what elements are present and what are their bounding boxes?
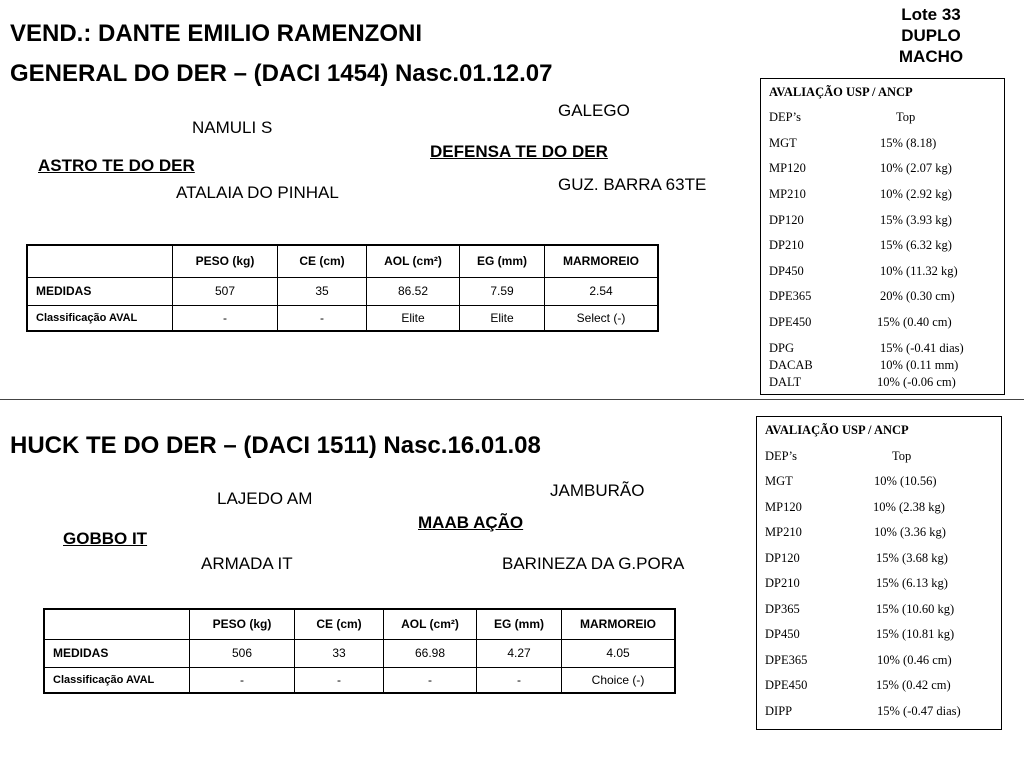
dep-header-key: DEP’s bbox=[769, 110, 801, 124]
animal1-sire-dam: ATALAIA DO PINHAL bbox=[176, 183, 339, 202]
dep-value: 10% (2.07 kg) bbox=[880, 161, 952, 175]
animal1-title: GENERAL DO DER – (DACI 1454) Nasc.01.12.07 bbox=[10, 60, 553, 87]
dep-key: DACAB bbox=[769, 358, 813, 372]
dep-key: DPE450 bbox=[765, 678, 808, 692]
dep-value: 15% (10.60 kg) bbox=[876, 602, 955, 616]
dep-header-key: DEP’s bbox=[765, 449, 797, 463]
dep-header-value: Top bbox=[892, 449, 912, 463]
table-row bbox=[27, 305, 658, 331]
dep-key: DALT bbox=[769, 375, 802, 389]
dep-key: DP365 bbox=[765, 602, 800, 616]
animal1-dam-sire: GALEGO bbox=[558, 101, 630, 120]
header-eg: EG (mm) bbox=[460, 245, 545, 277]
dep-header-value: Top bbox=[896, 110, 916, 124]
animal2-sire-sire: LAJEDO AM bbox=[217, 489, 313, 508]
cell-value: Choice (-) bbox=[562, 667, 676, 693]
cell-value: Select (-) bbox=[545, 305, 659, 331]
dep-value: 15% (-0.47 dias) bbox=[877, 704, 961, 718]
dep-value: 10% (10.56) bbox=[874, 474, 937, 488]
dep-key: MP210 bbox=[769, 187, 806, 201]
vendor-title: VEND.: DANTE EMILIO RAMENZONI bbox=[10, 20, 422, 47]
dep-key: DP210 bbox=[765, 576, 800, 590]
dep-value: 10% (11.32 kg) bbox=[880, 264, 958, 278]
header-eg: EG (mm) bbox=[477, 609, 562, 639]
dep-value: 10% (2.92 kg) bbox=[880, 187, 952, 201]
animal1-dam-dam: GUZ. BARRA 63TE bbox=[558, 175, 707, 194]
table-row bbox=[44, 667, 675, 693]
header-peso: PESO (kg) bbox=[173, 245, 278, 277]
animal2-measures-table bbox=[43, 608, 676, 694]
dep-key: DPG bbox=[769, 341, 795, 355]
animal2-dam-sire: JAMBURÃO bbox=[550, 481, 645, 500]
cell-value: 4.05 bbox=[562, 639, 676, 667]
dep-key: MP120 bbox=[765, 500, 802, 514]
dep-value: 15% (3.93 kg) bbox=[880, 213, 952, 227]
cell-value: 66.98 bbox=[384, 639, 477, 667]
dep-key: DIPP bbox=[765, 704, 793, 718]
header-peso: PESO (kg) bbox=[190, 609, 295, 639]
lote-label bbox=[876, 4, 986, 67]
dep-key: DPE365 bbox=[765, 653, 808, 667]
animal1-sire-sire: NAMULI S bbox=[192, 118, 273, 137]
table-row bbox=[27, 277, 658, 305]
dep-value: 10% (-0.06 cm) bbox=[877, 375, 956, 389]
table-row bbox=[44, 639, 675, 667]
animal2-sire-dam: ARMADA IT bbox=[201, 554, 293, 573]
dep-value: 10% (0.46 cm) bbox=[877, 653, 952, 667]
dep-key: DP210 bbox=[769, 238, 804, 252]
animal1-measures-table bbox=[26, 244, 659, 332]
cell-value: - bbox=[278, 305, 367, 331]
animal1-dep-box bbox=[760, 78, 1005, 395]
header-aol: AOL (cm²) bbox=[384, 609, 477, 639]
dep-value: 15% (8.18) bbox=[880, 136, 937, 150]
cell-value: Elite bbox=[367, 305, 460, 331]
cell-value: 33 bbox=[295, 639, 384, 667]
dep-key: DPE450 bbox=[769, 315, 812, 329]
dep-key: MGT bbox=[769, 136, 797, 150]
cell-value: 506 bbox=[190, 639, 295, 667]
dep-key: DP120 bbox=[765, 551, 800, 565]
dep-value: 15% (0.40 cm) bbox=[877, 315, 952, 329]
cell-value: - bbox=[190, 667, 295, 693]
row-label: Classificação AVAL bbox=[27, 305, 173, 331]
animal2-dam-dam: BARINEZA DA G.PORA bbox=[502, 554, 685, 573]
dep-value: 15% (-0.41 dias) bbox=[880, 341, 964, 355]
dep-title: AVALIAÇÃO USP / ANCP bbox=[769, 85, 913, 99]
dep-key: MP210 bbox=[765, 525, 802, 539]
cell-value: 4.27 bbox=[477, 639, 562, 667]
dep-value: 15% (6.13 kg) bbox=[876, 576, 948, 590]
header-aol: AOL (cm²) bbox=[367, 245, 460, 277]
dep-value: 10% (3.36 kg) bbox=[874, 525, 946, 539]
row-label: Classificação AVAL bbox=[44, 667, 190, 693]
dep-value: 15% (0.42 cm) bbox=[876, 678, 951, 692]
row-label: MEDIDAS bbox=[27, 277, 173, 305]
row-label: MEDIDAS bbox=[44, 639, 190, 667]
dep-key: MP120 bbox=[769, 161, 806, 175]
animal2-dep-box bbox=[756, 416, 1002, 730]
dep-value: 15% (10.81 kg) bbox=[876, 627, 955, 641]
cell-value: - bbox=[295, 667, 384, 693]
dep-key: DP450 bbox=[765, 627, 800, 641]
cell-value: 86.52 bbox=[367, 277, 460, 305]
cell-value: 35 bbox=[278, 277, 367, 305]
dep-value: 15% (6.32 kg) bbox=[880, 238, 952, 252]
animal2-sire: GOBBO IT bbox=[63, 529, 148, 548]
dep-key: DP450 bbox=[769, 264, 804, 278]
dep-key: DPE365 bbox=[769, 289, 812, 303]
header-ce: CE (cm) bbox=[295, 609, 384, 639]
dep-value: 15% (3.68 kg) bbox=[876, 551, 948, 565]
header-marmoreio: MARMOREIO bbox=[545, 245, 659, 277]
cell-value: 2.54 bbox=[545, 277, 659, 305]
header-marmoreio: MARMOREIO bbox=[562, 609, 676, 639]
animal1-sire: ASTRO TE DO DER bbox=[38, 156, 195, 175]
dep-title: AVALIAÇÃO USP / ANCP bbox=[765, 423, 909, 437]
header-ce: CE (cm) bbox=[278, 245, 367, 277]
section-divider bbox=[0, 399, 1024, 400]
cell-value: - bbox=[384, 667, 477, 693]
animal2-dam: MAAB AÇÃO bbox=[418, 513, 524, 532]
cell-value: 7.59 bbox=[460, 277, 545, 305]
dep-key: MGT bbox=[765, 474, 793, 488]
lote-type: DUPLO bbox=[901, 26, 961, 45]
cell-value: - bbox=[173, 305, 278, 331]
dep-value: 10% (2.38 kg) bbox=[873, 500, 945, 514]
lote-sex: MACHO bbox=[898, 47, 964, 66]
animal1-dam: DEFENSA TE DO DER bbox=[430, 142, 608, 161]
animal2-title: HUCK TE DO DER – (DACI 1511) Nasc.16.01.08 bbox=[10, 432, 541, 459]
cell-value: 507 bbox=[173, 277, 278, 305]
dep-key: DP120 bbox=[769, 213, 804, 227]
cell-value: Elite bbox=[460, 305, 545, 331]
cell-value: - bbox=[477, 667, 562, 693]
dep-value: 10% (0.11 mm) bbox=[880, 358, 959, 372]
lote-number: Lote 33 bbox=[901, 5, 961, 24]
dep-value: 20% (0.30 cm) bbox=[880, 289, 955, 303]
